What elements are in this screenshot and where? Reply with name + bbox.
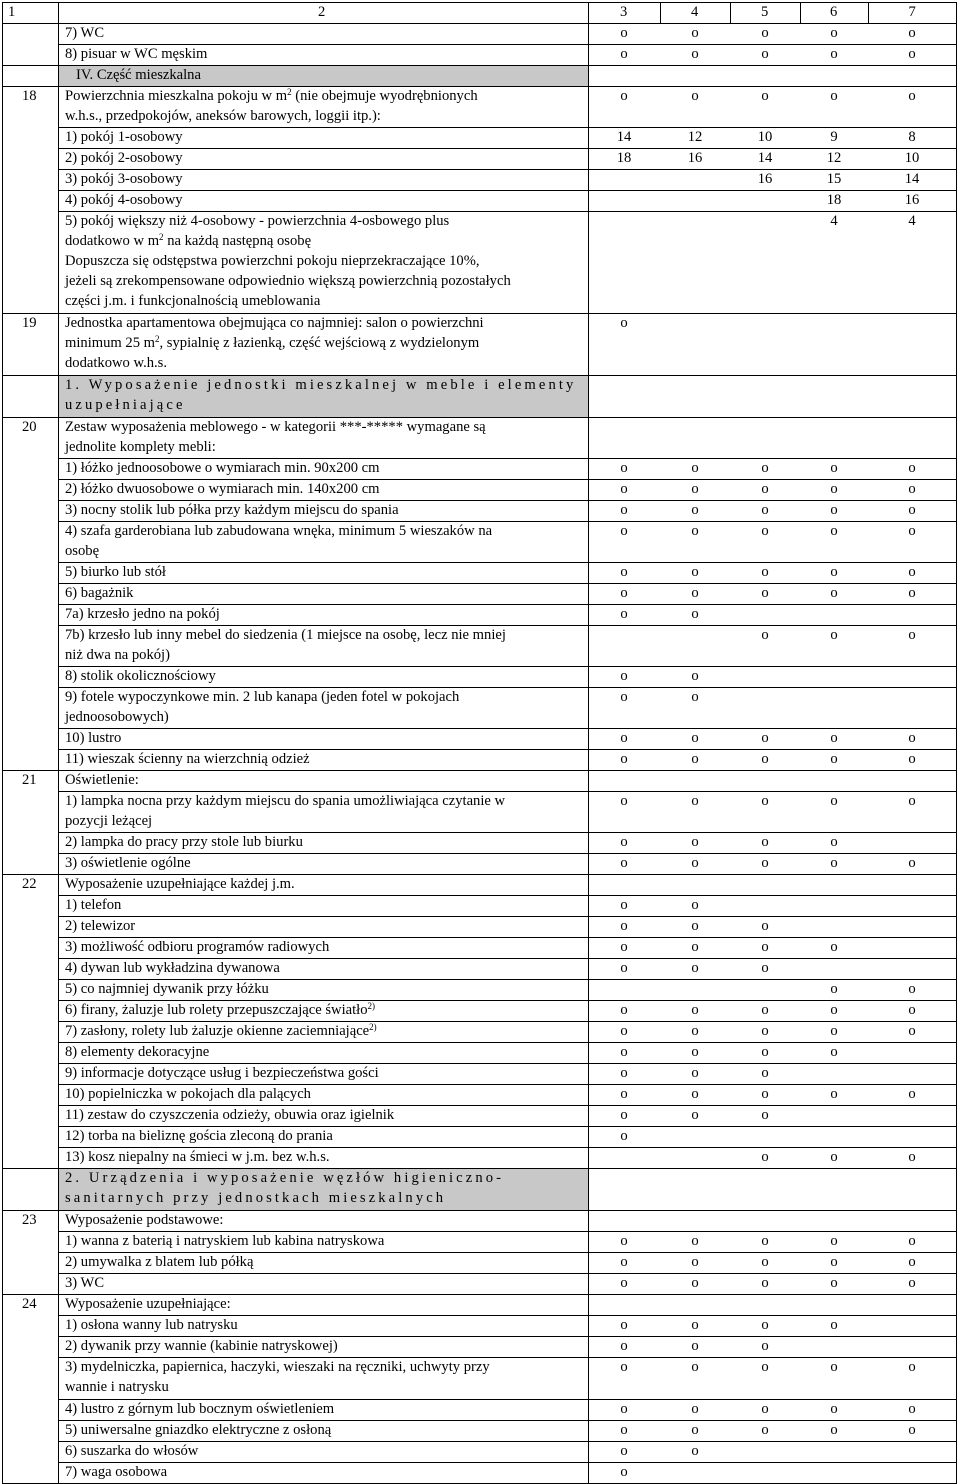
category-mark: 16: [687, 150, 703, 166]
category-mark: o: [830, 1254, 838, 1270]
category-mark: o: [691, 1002, 699, 1018]
item-label: 2) umywalka z blatem lub półką: [65, 1254, 254, 1270]
category-mark: o: [691, 1422, 699, 1438]
item-label-line: dodatkowo w.h.s.: [65, 355, 168, 371]
category-mark: o: [620, 1317, 628, 1333]
category-mark: o: [620, 1023, 628, 1039]
category-mark: o: [830, 585, 838, 601]
category-mark: o: [830, 730, 838, 746]
item-label: Powierzchnia mieszkalna pokoju w $m^2$ (nie obejmuje wyodrębnionych: [65, 87, 478, 104]
category-mark: o: [830, 1233, 838, 1249]
category-mark: o: [691, 960, 699, 976]
category-mark: o: [830, 460, 838, 476]
category-mark: o: [830, 1422, 838, 1438]
column-header-7: 7: [908, 4, 916, 20]
category-mark: o: [761, 460, 769, 476]
category-mark: 8: [908, 129, 916, 145]
item-label: 7b) krzesło lub inny mebel do siedzenia (1 miejsce na osobę, lecz nie mniej: [65, 627, 506, 643]
row-border: [58, 895, 957, 896]
category-mark: o: [620, 25, 628, 41]
category-mark: o: [620, 1359, 628, 1375]
category-mark: o: [908, 460, 916, 476]
category-mark: o: [761, 1044, 769, 1060]
item-label-line: pozycji leżącej: [65, 813, 153, 829]
category-mark: o: [908, 1002, 916, 1018]
item-label: 4) szafa garderobiana lub zabudowana wnęka, minimum 5 wieszaków na: [65, 523, 493, 539]
category-mark: o: [691, 88, 699, 104]
category-mark: o: [761, 627, 769, 643]
category-mark: o: [908, 981, 916, 997]
column-header-2: 2: [318, 4, 326, 20]
category-mark: 9: [830, 129, 838, 145]
category-mark: o: [620, 1233, 628, 1249]
item-label: 4) pokój 4-osobowy: [65, 192, 183, 208]
item-label: 3) możliwość odbioru programów radiowych: [65, 939, 330, 955]
item-label: 1) telefon: [65, 897, 122, 913]
category-mark: o: [691, 606, 699, 622]
item-label: 7) zasłony, rolety lub żaluzje okienne zaciemniające$^{2)}$: [65, 1022, 377, 1039]
category-mark: o: [830, 793, 838, 809]
category-mark: 12: [826, 150, 842, 166]
category-mark: o: [691, 1275, 699, 1291]
category-mark: o: [620, 1464, 628, 1480]
category-mark: o: [908, 730, 916, 746]
category-mark: o: [620, 606, 628, 622]
standards-table: [2, 2, 957, 1480]
item-label: 1) osłona wanny lub natrysku: [65, 1317, 238, 1333]
category-mark: o: [908, 1359, 916, 1375]
row-border: [58, 916, 957, 917]
item-label-line: minimum 25 $m^2$, sypialnię z łazienką, część wejściową z wydzielonym: [65, 334, 480, 351]
section-title: IV. Część mieszkalna: [76, 67, 201, 83]
item-label: 11) zestaw do czyszczenia odzieży, obuwia oraz igielnik: [65, 1107, 395, 1123]
item-label-line: w.h.s., przedpokojów, aneksów barowych, loggii itp.):: [65, 108, 381, 124]
item-label-line: sanitarnych przy jednostkach mieszkalnych: [65, 1190, 447, 1206]
category-mark: o: [620, 1443, 628, 1459]
category-mark: o: [908, 1254, 916, 1270]
category-mark: 18: [826, 192, 842, 208]
category-mark: o: [908, 1233, 916, 1249]
category-mark: o: [761, 502, 769, 518]
category-mark: o: [620, 523, 628, 539]
category-mark: o: [691, 1359, 699, 1375]
category-mark: o: [830, 1023, 838, 1039]
item-label-cont: (nie obejmuje wyodrębnionych: [291, 88, 478, 104]
item-label: 10) popielniczka w pokojach dla palących: [65, 1086, 311, 1102]
row-number: 18: [22, 88, 37, 104]
category-mark: o: [691, 564, 699, 580]
item-label: Zestaw wyposażenia meblowego - w kategorii ***-***** wymagane są: [65, 419, 486, 435]
category-mark: o: [908, 585, 916, 601]
header-column-border: [868, 2, 869, 23]
item-label: 12) torba na bieliznę gościa zleconą do prania: [65, 1128, 333, 1144]
category-mark: o: [620, 1002, 628, 1018]
item-label: 3) WC: [65, 1275, 105, 1291]
category-mark: 14: [616, 129, 632, 145]
category-mark: o: [761, 751, 769, 767]
item-label: 5) co najmniej dywanik przy łóżku: [65, 981, 269, 997]
item-label: 3) oświetlenie ogólne: [65, 855, 191, 871]
superscript: 2): [369, 1022, 377, 1032]
item-label: 4) lustro z górnym lub bocznym oświetleniem: [65, 1401, 335, 1417]
column-header-1: 1: [8, 4, 16, 20]
category-mark: o: [620, 689, 628, 705]
table-left-border: [2, 2, 3, 1484]
category-mark: 4: [908, 213, 916, 229]
category-mark: o: [691, 46, 699, 62]
category-mark: o: [620, 315, 628, 331]
item-label: 1) lampka nocna przy każdym miejscu do spania umożliwiająca czytanie w: [65, 793, 506, 809]
item-label-line: jednoosobowych): [65, 709, 169, 725]
category-mark: o: [691, 730, 699, 746]
category-mark: o: [761, 1107, 769, 1123]
item-label: Wyposażenie uzupełniające:: [65, 1296, 231, 1312]
item-label: Wyposażenie podstawowe:: [65, 1212, 224, 1228]
category-mark: o: [620, 88, 628, 104]
category-mark: o: [908, 88, 916, 104]
item-label: 7) WC: [65, 25, 105, 41]
category-mark: o: [620, 939, 628, 955]
column-border: [588, 2, 589, 1484]
category-mark: o: [620, 502, 628, 518]
category-mark: o: [620, 855, 628, 871]
item-label: 5) pokój większy niż 4-osobowy - powierzchnia 4-osbowego plus: [65, 213, 450, 229]
category-mark: o: [620, 834, 628, 850]
item-label: 5) biurko lub stół: [65, 564, 166, 580]
category-mark: o: [761, 46, 769, 62]
category-mark: o: [830, 939, 838, 955]
item-label-line: niż dwa na pokój): [65, 647, 170, 663]
item-label-line: jednolite komplety mebli:: [65, 439, 216, 455]
category-mark: o: [691, 689, 699, 705]
category-mark: o: [620, 1401, 628, 1417]
category-mark: o: [691, 1065, 699, 1081]
category-mark: o: [830, 1002, 838, 1018]
item-label: 1. Wyposażenie jednostki mieszkalnej w meble i elementy: [65, 377, 577, 393]
category-mark: o: [761, 1401, 769, 1417]
category-mark: 16: [757, 171, 773, 187]
category-mark: o: [691, 1023, 699, 1039]
category-mark: o: [761, 1065, 769, 1081]
category-mark: o: [830, 25, 838, 41]
item-label: 2) telewizor: [65, 918, 136, 934]
row-number: 19: [22, 315, 37, 331]
item-label: 5) uniwersalne gniazdko elektryczne z osłoną: [65, 1422, 332, 1438]
category-mark: o: [691, 897, 699, 913]
item-label: 9) informacje dotyczące usług i bezpieczeństwa gości: [65, 1065, 379, 1081]
column-header-4: 4: [691, 4, 699, 20]
category-mark: o: [908, 627, 916, 643]
item-label: 3) pokój 3-osobowy: [65, 171, 183, 187]
category-mark: o: [908, 25, 916, 41]
item-label: 8) stolik okolicznościowy: [65, 668, 216, 684]
category-mark: o: [908, 1275, 916, 1291]
category-mark: 15: [826, 171, 842, 187]
category-mark: o: [691, 668, 699, 684]
section-border: [2, 770, 957, 771]
category-mark: o: [761, 88, 769, 104]
item-label-line: jeżeli są zrekompensowane odpowiednio większą powierzchnią pozostałych: [65, 273, 511, 289]
category-mark: 16: [904, 192, 920, 208]
category-mark: 12: [687, 129, 703, 145]
item-label-line: wannie i natrysku: [65, 1379, 169, 1395]
item-label: Jednostka apartamentowa obejmująca co najmniej: salon o powierzchni: [65, 315, 484, 331]
header-column-border: [660, 2, 661, 23]
category-mark: 4: [830, 213, 838, 229]
category-mark: o: [691, 1317, 699, 1333]
category-mark: o: [908, 564, 916, 580]
superscript: 2: [155, 334, 160, 344]
category-mark: o: [691, 793, 699, 809]
item-label-line: Dopuszcza się odstępstwa powierzchni pokoju nieprzekraczające 10%,: [65, 253, 480, 269]
category-mark: o: [761, 855, 769, 871]
category-mark: o: [761, 918, 769, 934]
category-mark: o: [761, 564, 769, 580]
category-mark: o: [620, 1275, 628, 1291]
category-mark: o: [761, 585, 769, 601]
category-mark: o: [761, 1086, 769, 1102]
category-mark: o: [691, 481, 699, 497]
category-mark: o: [691, 918, 699, 934]
category-mark: o: [908, 1023, 916, 1039]
item-label: 8) elementy dekoracyjne: [65, 1044, 210, 1060]
item-label-line: części j.m. i funkcjonalnością umeblowania: [65, 293, 321, 309]
category-mark: o: [691, 25, 699, 41]
category-mark: o: [691, 855, 699, 871]
category-mark: o: [830, 627, 838, 643]
item-label: 3) mydelniczka, papiernica, haczyki, wieszaki na ręczniki, uchwyty przy: [65, 1359, 490, 1375]
item-label: 2) dywanik przy wannie (kabinie natryskowej): [65, 1338, 338, 1354]
item-label: 4) dywan lub wykładzina dywanowa: [65, 960, 280, 976]
category-mark: o: [908, 1149, 916, 1165]
category-mark: o: [691, 1086, 699, 1102]
category-mark: o: [620, 1065, 628, 1081]
category-mark: o: [908, 46, 916, 62]
category-mark: o: [761, 960, 769, 976]
category-mark: o: [620, 1422, 628, 1438]
category-mark: o: [691, 1338, 699, 1354]
category-mark: o: [830, 855, 838, 871]
category-mark: o: [830, 1401, 838, 1417]
row-number: 23: [22, 1212, 37, 1228]
category-mark: o: [620, 1338, 628, 1354]
category-mark: o: [620, 1107, 628, 1123]
header-column-border: [730, 2, 731, 23]
category-mark: o: [691, 502, 699, 518]
category-mark: o: [908, 793, 916, 809]
category-mark: o: [830, 981, 838, 997]
category-mark: o: [761, 834, 769, 850]
category-mark: o: [830, 46, 838, 62]
item-label: 8) pisuar w WC męskim: [65, 46, 208, 62]
category-mark: o: [830, 1317, 838, 1333]
row-number: 21: [22, 772, 37, 788]
item-label: 2) pokój 2-osobowy: [65, 150, 183, 166]
item-label: 13) kosz niepalny na śmieci w j.m. bez w.h.s.: [65, 1149, 330, 1165]
category-mark: o: [830, 751, 838, 767]
category-mark: o: [620, 1128, 628, 1144]
category-mark: 18: [616, 150, 632, 166]
category-mark: o: [908, 751, 916, 767]
table-top-border: [2, 2, 957, 3]
category-mark: o: [830, 523, 838, 539]
item-label: 1) wanna z baterią i natryskiem lub kabina natryskowa: [65, 1233, 385, 1249]
category-mark: o: [908, 523, 916, 539]
category-mark: o: [908, 481, 916, 497]
item-label: 2) lampka do pracy przy stole lub biurku: [65, 834, 303, 850]
item-label-cont: na każdą następną osobę: [163, 233, 312, 249]
category-mark: o: [620, 46, 628, 62]
category-mark: o: [691, 751, 699, 767]
category-mark: 10: [757, 129, 773, 145]
category-mark: o: [830, 481, 838, 497]
item-label: 9) fotele wypoczynkowe min. 2 lub kanapa (jeden fotel w pokojach: [65, 689, 460, 705]
column-header-3: 3: [620, 4, 628, 20]
category-mark: o: [761, 481, 769, 497]
column-border: [58, 2, 59, 1484]
category-mark: o: [830, 502, 838, 518]
category-mark: o: [691, 1044, 699, 1060]
category-mark: o: [620, 585, 628, 601]
category-mark: 14: [904, 171, 920, 187]
item-label: Oświetlenie:: [65, 772, 139, 788]
category-mark: o: [620, 793, 628, 809]
category-mark: o: [620, 960, 628, 976]
category-mark: o: [691, 939, 699, 955]
category-mark: o: [761, 1359, 769, 1375]
category-mark: 10: [904, 150, 920, 166]
item-label-cont: , sypialnię z łazienką, część wejściową z wydzielonym: [159, 335, 480, 351]
category-mark: o: [761, 1023, 769, 1039]
category-mark: o: [620, 668, 628, 684]
item-label: 7) waga osobowa: [65, 1464, 168, 1480]
item-label: 6) bagażnik: [65, 585, 134, 601]
item-label: Wyposażenie uzupełniające każdej j.m.: [65, 876, 295, 892]
item-label: 10) lustro: [65, 730, 122, 746]
category-mark: o: [691, 460, 699, 476]
category-mark: o: [761, 1254, 769, 1270]
category-mark: o: [761, 730, 769, 746]
superscript: 2): [367, 1001, 376, 1011]
superscript: 2: [159, 232, 164, 242]
category-mark: o: [691, 523, 699, 539]
row-number: 22: [22, 876, 37, 892]
category-mark: o: [761, 1422, 769, 1438]
item-label: 11) wieszak ścienny na wierzchnią odzież: [65, 751, 310, 767]
category-mark: o: [761, 939, 769, 955]
category-mark: o: [908, 855, 916, 871]
category-mark: o: [620, 564, 628, 580]
item-label: 7a) krzesło jedno na pokój: [65, 606, 220, 622]
category-mark: o: [620, 1086, 628, 1102]
column-header-5: 5: [761, 4, 769, 20]
row-border: [58, 1462, 957, 1463]
item-label-line: osobę: [65, 543, 100, 559]
item-label: 2. Urządzenia i wyposażenie węzłów higieniczno-: [65, 1170, 505, 1186]
category-mark: o: [830, 1149, 838, 1165]
category-mark: o: [761, 1233, 769, 1249]
category-mark: o: [691, 1233, 699, 1249]
category-mark: o: [691, 1401, 699, 1417]
category-mark: o: [620, 730, 628, 746]
category-mark: 14: [757, 150, 773, 166]
category-mark: o: [691, 1107, 699, 1123]
header-column-border: [800, 2, 801, 23]
category-mark: o: [830, 1275, 838, 1291]
category-mark: o: [761, 1317, 769, 1333]
category-mark: o: [691, 1443, 699, 1459]
category-mark: o: [620, 918, 628, 934]
item-label-line: uzupełniające: [65, 397, 186, 413]
category-mark: o: [761, 1002, 769, 1018]
row-number: 24: [22, 1296, 37, 1312]
category-mark: o: [620, 897, 628, 913]
category-mark: o: [908, 502, 916, 518]
category-mark: o: [620, 1254, 628, 1270]
category-mark: o: [908, 1422, 916, 1438]
category-mark: o: [830, 564, 838, 580]
row-number: 20: [22, 419, 37, 435]
category-mark: o: [830, 834, 838, 850]
category-mark: o: [691, 1254, 699, 1270]
column-header-6: 6: [830, 4, 838, 20]
item-label-line: dodatkowo w $m^2$ na każdą następną osobę: [65, 232, 312, 249]
table-right-border: [956, 2, 957, 1484]
category-mark: o: [761, 25, 769, 41]
item-label: 6) suszarka do włosów: [65, 1443, 199, 1459]
category-mark: o: [761, 523, 769, 539]
category-mark: o: [620, 751, 628, 767]
category-mark: o: [620, 481, 628, 497]
category-mark: o: [691, 585, 699, 601]
item-label: 6) firany, żaluzje lub rolety przepuszczające światło$^{2)}$: [65, 1001, 376, 1018]
category-mark: o: [908, 1086, 916, 1102]
superscript: 2: [287, 87, 292, 97]
category-mark: o: [830, 1086, 838, 1102]
category-mark: o: [830, 1359, 838, 1375]
category-mark: o: [830, 88, 838, 104]
category-mark: o: [830, 1044, 838, 1060]
category-mark: o: [761, 793, 769, 809]
category-mark: o: [620, 460, 628, 476]
category-mark: o: [761, 1275, 769, 1291]
item-label: 3) nocny stolik lub półka przy każdym miejscu do spania: [65, 502, 399, 518]
category-mark: o: [761, 1338, 769, 1354]
item-label: 2) łóżko dwuosobowe o wymiarach min. 140x200 cm: [65, 481, 380, 497]
item-label: 1) pokój 1-osobowy: [65, 129, 183, 145]
category-mark: o: [691, 834, 699, 850]
category-mark: o: [761, 1149, 769, 1165]
item-label: 1) łóżko jednoosobowe o wymiarach min. 90x200 cm: [65, 460, 380, 476]
category-mark: o: [620, 1044, 628, 1060]
category-mark: o: [908, 1401, 916, 1417]
